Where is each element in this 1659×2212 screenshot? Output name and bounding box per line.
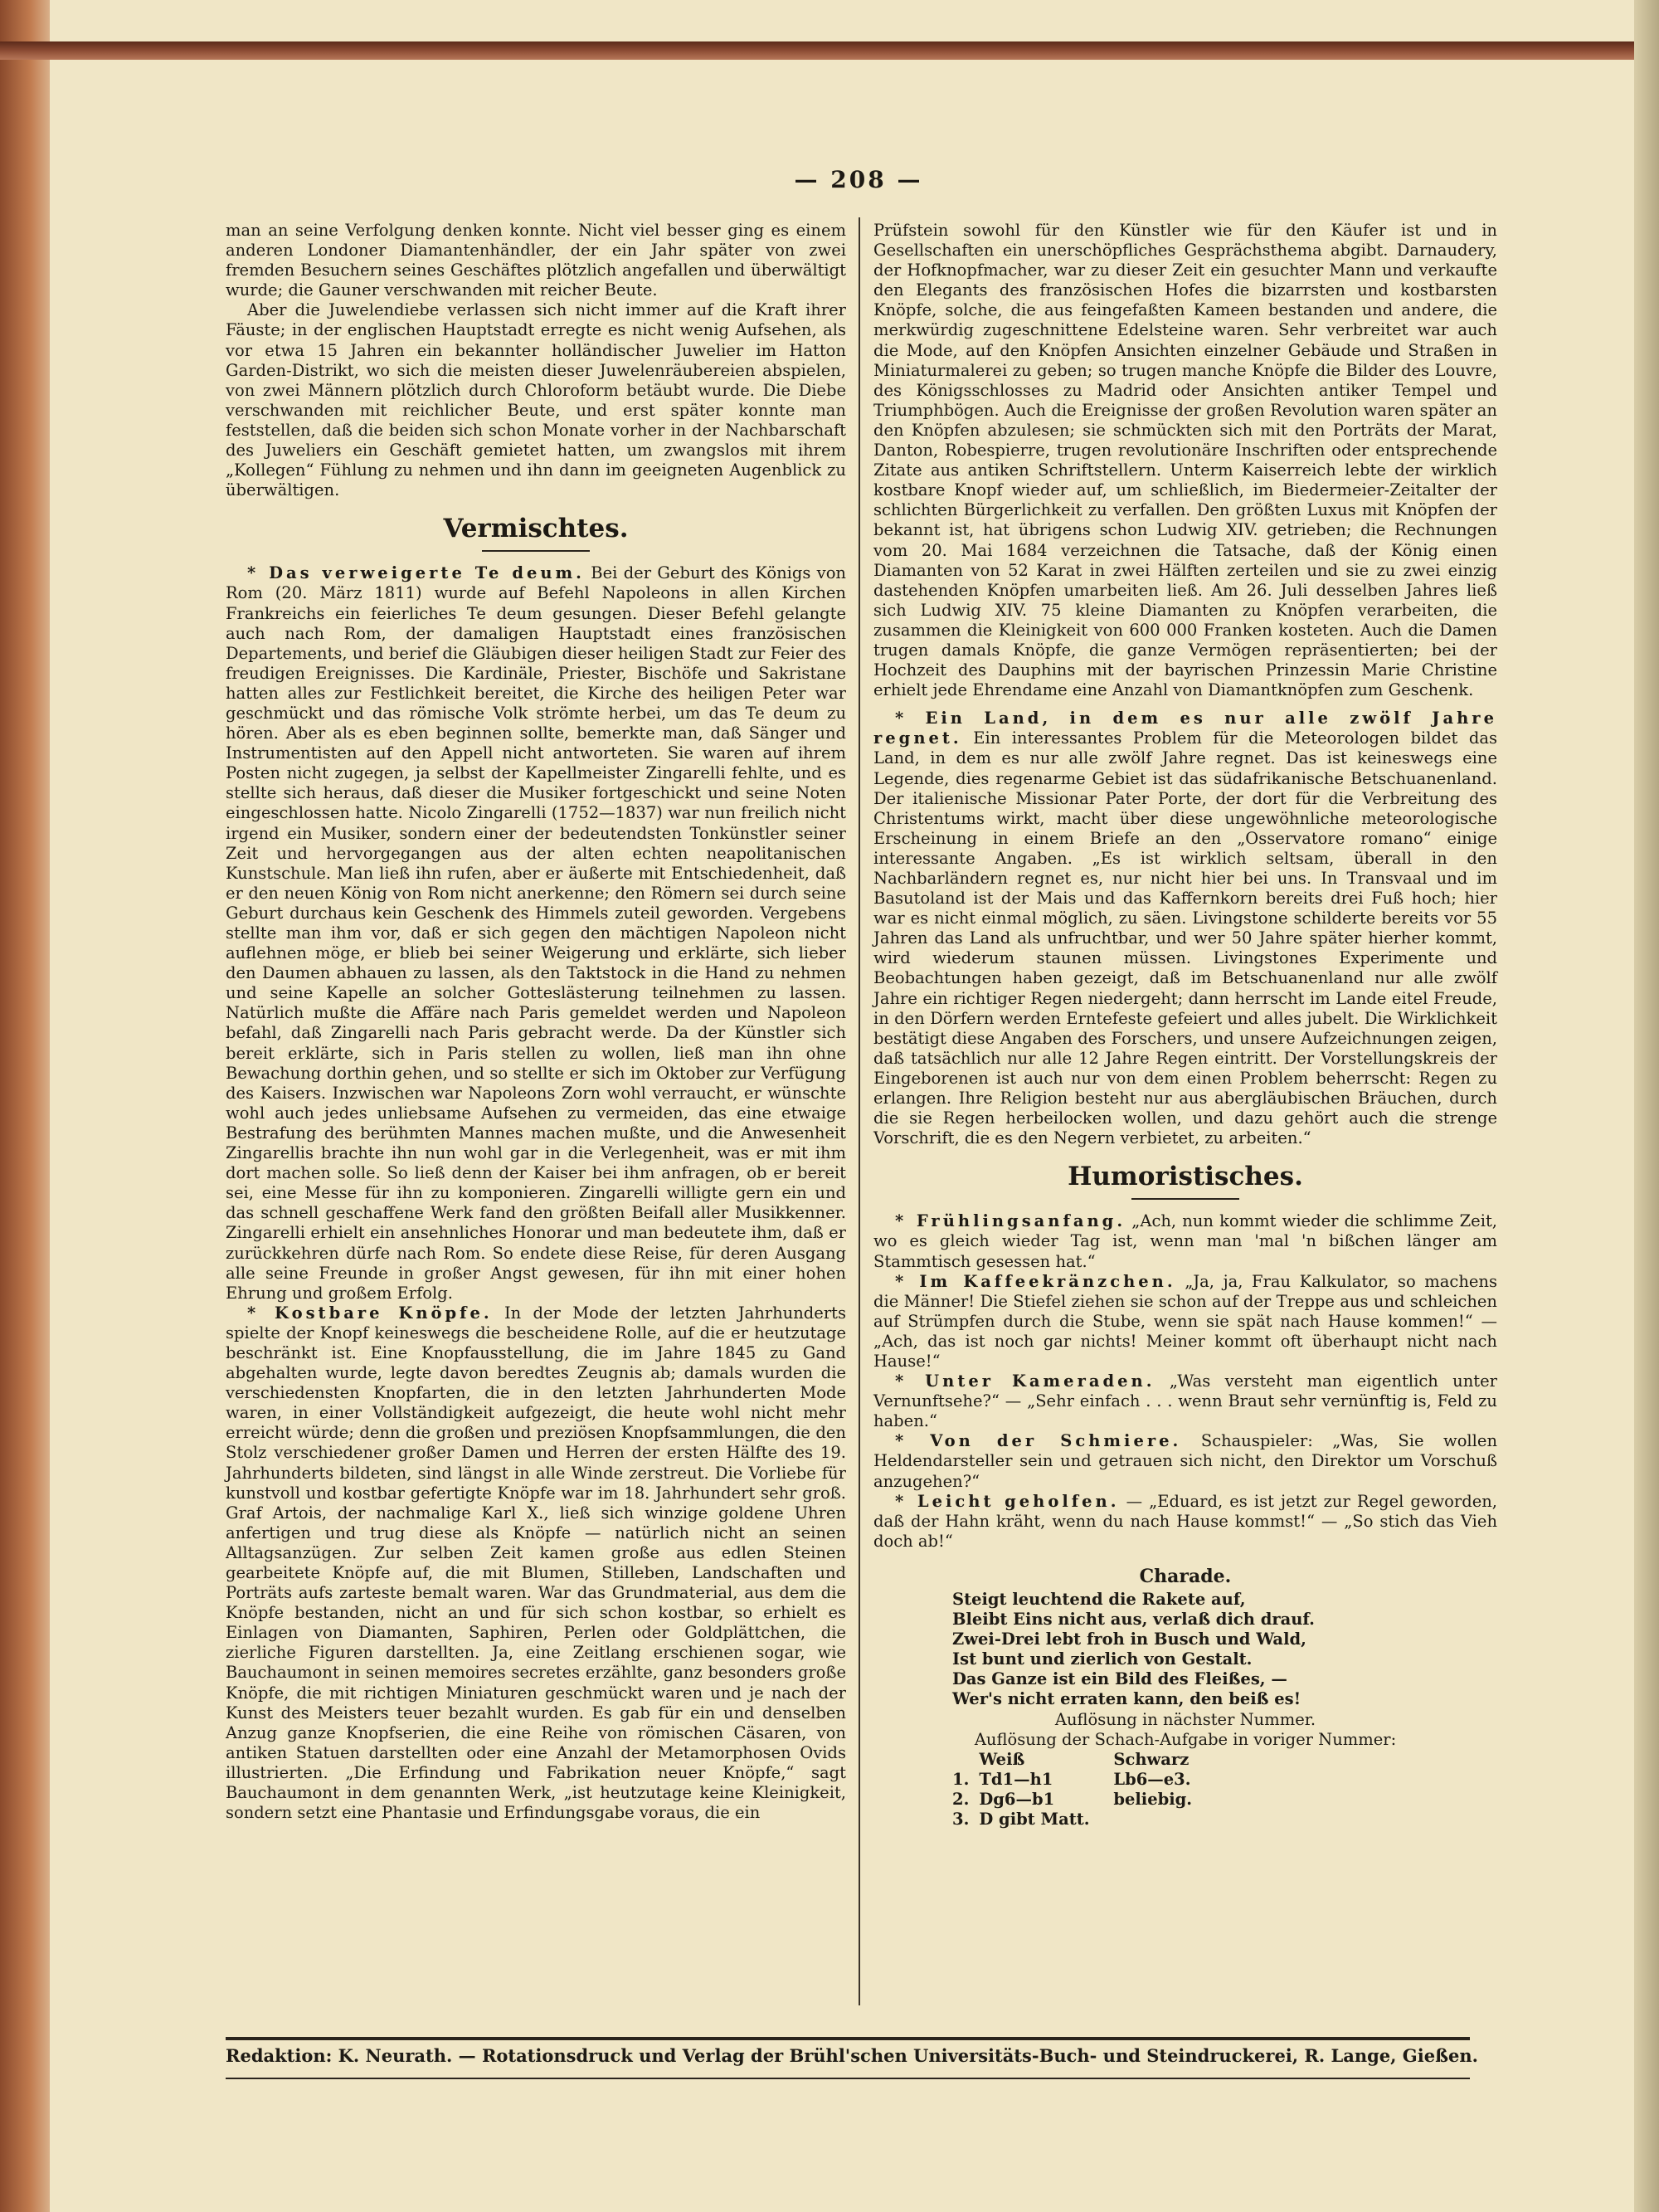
charade-heading: Charade.: [1139, 1565, 1232, 1587]
binding-edge: [0, 0, 50, 2212]
chess-white-move: Dg6—b1: [979, 1789, 1055, 1809]
top-edge-strip: [0, 41, 1659, 60]
right-page-edge: [1634, 0, 1659, 2212]
land-article: [873, 709, 1497, 1148]
te-deum-text: Bei der Geburt des Königs von Rom (20. März 1811) wurde auf Befehl Napoleons in allen Kirchen Frankreichs ein feierliches Te deum gesungen. Dieser Befehl gelangte auch nach Rom, der damaligen Hauptstadt eines französischen Departements, und berief die Gläubigen dieser heiligen Stadt zur Feier des freudigen Ereignisses. Die Kardinäle, Priester, Bischöfe und Sakristane hatten alles zur Festlichkeit bereitet, die Kirche des heiligen Peter war geschmückt und das römische Volk strömte herbei, um das Te deum zu hören. Aber als es eben beginnen sollte, bemerkte man, daß Sänger und Instrumentisten auf den Appell nicht antworteten. Sie waren auf ihrem Posten nicht zugegen, ja selbst der Kapellmeister Zingarelli fehlte, und es stellte sich heraus, daß dieser die Musiker fortgeschickt und seine Noten eingeschlossen hatte. Nicolo Zingarelli (1752—1837) war nun freilich nicht irgend ein Musiker, sondern einer der bedeutendsten Tonkünstler seiner Zeit und hervorgegangen aus der alten echten neapolitanischen Kunstschule. Man ließ ihn rufen, aber er äußerte mit Entschiedenheit, daß er den neuen König von Rom nicht anerkenne; den Römern sei durch seine Geburt durchaus kein Geschenk des Himmels zuteil geworden. Vergebens stellte man ihm vor, daß er sich gegen den mächtigen Napoleon nicht auflehnen möge, er blieb bei seiner Weigerung und erklärte, sich lieber den Daumen abhauen zu lassen, als den Taktstock in die Hand zu nehmen und seine Kapelle an solcher Gotteslästerung teilnehmen zu lassen. Natürlich mußte die Affäre nach Paris gemeldet werden und Napoleon befahl, daß Zingarelli nach Paris gebracht werde. Da der Künstler sich bereit erklärte, sich in Paris stellen zu wollen, ließ man ihn ohne Bewachung dorthin gehen, und so stellte er sich im Oktober zur Verfügung des Kaisers. Inzwischen war Napoleons Zorn wohl verraucht, er wünschte wohl auch jedes unliebsame Aufsehen zu vermeiden, das eine etwaige Bestrafung des berühmten Mannes machen mußte, und die Anwesenheit Zingarellis brachte ihn nun wohl gar in die Verlegenheit, was er mit ihm dort machen solle. So ließ denn der Kaiser bei ihm anfragen, ob er bereit sei, eine Messe für ihn zu komponieren. Zingarelli willigte gern ein und das schnell geschaffene Werk fand den größten Beifall aller Musikkenner. Zingarelli erhielt ein ansehnliches Honorar und man bedeutete ihm, daß er zurückkehren dürfe nach Rom. So endete diese Reise, für deren Ausgang alle seine Freunde in großer Angst gewesen, für ihn mit einer hohen Ehrung und großem Erfolg.: [226, 563, 846, 1303]
humor-title: * Im Kaffeekränzchen.: [895, 1271, 1176, 1291]
te-deum-title: * Das verweigerte Te deum.: [247, 563, 585, 583]
chess-black-move: beliebig.: [1113, 1789, 1193, 1809]
charade-line: Ist bunt und zierlich von Gestalt.: [952, 1649, 1253, 1669]
footer-rule-bottom: [226, 2078, 1470, 2079]
te-deum-article: [226, 563, 846, 1303]
charade-line: Bleibt Eins nicht aus, verlaß dich drauf.: [952, 1610, 1315, 1630]
footer-rule-top: [226, 2037, 1470, 2040]
charade-line: Zwei-Drei lebt froh in Busch und Wald,: [952, 1630, 1306, 1649]
humor-text: Schauspieler: „Was, Sie wollen Heldendarsteller sein und getrauen sich nicht, den Direktor um Vorschuß anzugehen?“: [873, 1431, 1498, 1491]
chess-move-number: 3.: [952, 1809, 970, 1829]
chess-solution-title: Auflösung der Schach-Aufgabe in voriger Nummer:: [974, 1729, 1397, 1749]
humor-item: [873, 1211, 1497, 1271]
heading-rule: [482, 550, 590, 552]
chess-move-number: 1.: [952, 1769, 970, 1789]
humor-item: [873, 1492, 1497, 1552]
chess-solution-table: [952, 1750, 1202, 1830]
chess-white-move: Td1—h1: [979, 1769, 1053, 1789]
intro-paragraph: man an seine Verfolgung denken konnte. Nicht viel besser ging es einem anderen Londoner Diamantenhändler, der ein Jahr später von zwei fremden Besuchern seines Geschäftes plötzlich angefallen und überwältigt wurde; die Gauner verschwanden mit reicher Beute.: [226, 221, 846, 300]
humor-title: * Unter Kameraden.: [895, 1372, 1155, 1391]
humor-item: [873, 1372, 1497, 1431]
humor-text: „Ach, nun kommt wieder die schlimme Zeit, wo es gleich wieder Tag ist, wenn man 'mal 'n bißchen länger am Stammtisch gesessen hat.“: [873, 1211, 1497, 1271]
knoepfe-continued: Prüfstein sowohl für den Künstler wie für den Käufer ist und in Gesellschaften ein unerschöpfliches Gesprächsthema abgibt. Darnaudery, der Hofknopfmacher, war zu dieser Zeit ein gesuchter Mann und verkaufte den Elegants des französischen Hofes die bizarrsten und kostbarsten Knöpfe, solche, die aus feingefaßten Kameen bestanden und andere, die merkwürdig zugeschnittene Edelsteine waren. Sehr verbreitet war auch die Mode, auf den Knöpfen Ansichten einzelner Gebäude und Straßen in Miniaturmalerei zu geben; so trugen manche Knöpfe die Bilder des Louvre, des Königsschlosses zu Madrid oder Ansichten antiker Tempel und Triumphbögen. Auch die Ereignisse der großen Revolution waren später an den Knöpfen abzulesen; sie schmückten sich mit den Porträts der Marat, Danton, Robespierre, trugen revolutionäre Inschriften oder entsprechende Zitate aus antiken Schriftstellern. Unterm Kaiserreich lebte der wirklich kostbare Knopf wieder auf, um schließlich, im Biedermeier-Zeitalter der schlichten Bürgerlichkeit zu verfallen. Den größten Luxus mit Knöpfen der bekannt ist, hat übrigens schon Ludwig XIV. getrieben; die Rechnungen vom 20. Mai 1684 verzeichnen die Tatsache, daß der König einen Diamanten von 52 Karat in zwei Hälften zerteilen und sie zu zwei einzig dastehenden Knöpfen umarbeiten ließ. Am 26. Juli desselben Jahres ließ sich Ludwig XIV. 75 kleine Diamanten zu Knöpfen verarbeiten, die zusammen die Kleinigkeit von 600 000 Franken kosteten. Auch die Damen trugen damals Knöpfe, die ganze Vermögen repräsentierten; bei der Hochzeit des Dauphins mit der bayrischen Prinzessin Marie Christine erhielt jede Ehrendame eine Anzahl von Diamantknöpfen zum Geschenk.: [873, 221, 1497, 700]
chess-move-row: [952, 1770, 1202, 1790]
chess-move-row: [952, 1790, 1202, 1810]
right-column: [873, 221, 1497, 1830]
humor-text: „Ja, ja, Frau Kalkulator, so machens die Männer! Die Stiefel ziehen sie schon auf der Treppe aus und schleichen auf Strümpfen durch die Stube, wenn sie spät nach Hause kommen!“ — „Ach, das ist noch gar nichts! Meiner kommt oft überhaupt nicht nach Hause!“: [873, 1271, 1497, 1371]
knoepfe-text: In der Mode der letzten Jahrhunderts spielte der Knopf keineswegs die bescheidene Rolle, auf die er heutzutage beschränkt ist. Eine Knopfausstellung, die im Jahre 1845 zu Gand abgehalten wurde, legte davon beredtes Zeugnis ab; damals wurden die verschiedensten Knopfarten, die in den letzten Jahrhunderten Mode waren, in einer Vollständigkeit aufgezeigt, die heute wohl nicht mehr erreicht würde; denn die großen und preziösen Knopfsammlungen, die den Stolz verschiedener großer Damen und Herren der ersten Hälfte des 19. Jahrhunderts bildeten, sind längst in alle Winde zerstreut. Die Vorliebe für kunstvoll und kostbar gefertigte Knöpfe war im 18. Jahrhundert sehr groß. Graf Artois, der nachmalige Karl X., ließ sich winzige goldene Uhren anfertigen und trug diese als Knöpfe — natürlich nicht an seinen Alltagsanzügen. Zur selben Zeit kamen große aus edlen Steinen gearbeitete Knöpfe auf, die mit Blumen, Stilleben, Landschaften und Porträts aufs zarteste bemalt waren. War das Grundmaterial, aus dem die Knöpfe bestanden, nicht an und für sich schon kostbar, so erhielt es Einlagen von Diamanten, Saphiren, Perlen oder Goldplättchen, die zierliche Figuren darstellten. Ja, eine Zeitlang erschienen sogar, wie Bauchaumont in seinen memoires secretes erzählte, ganz besonders große Knöpfe, die mit richtigen Miniaturen geschmückt waren und je nach der Kunst des Meisters teuer bezahlt wurden. Es gab für ein und denselben Anzug ganze Knopfserien, die eine Reihe von römischen Cäsaren, von antiken Statuen darstellten oder eine Anzahl der Metamorphosen Ovids illustrierten. „Die Erfindung und Fabrikation neuer Knöpfe,“ sagt Bauchaumont in dem genannten Werk, „ist heutzutage keine Kleinigkeit, sondern setzt eine Phantasie und Erfindungsgabe voraus, die ein: [226, 1303, 846, 1823]
imprint-footer: Redaktion: K. Neurath. — Rotationsdruck und Verlag der Brühl'schen Universitäts-Buch- und Steindruckerei, R. Lange, Gießen.: [226, 2045, 1478, 2066]
knoepfe-article: [226, 1303, 846, 1823]
heading-rule: [1131, 1198, 1239, 1200]
chess-move-number: 2.: [952, 1789, 970, 1809]
humor-item: [873, 1431, 1497, 1491]
section-heading-vermischtes: Vermischtes.: [443, 514, 629, 544]
left-column: [226, 221, 846, 1823]
chess-move-row: [952, 1810, 1202, 1830]
humor-item: [873, 1272, 1497, 1372]
column-divider: [859, 217, 860, 2005]
chess-white-label: Weiß: [979, 1749, 1025, 1769]
chess-black-move: Lb6—e3.: [1113, 1769, 1191, 1789]
humor-title: * Von der Schmiere.: [895, 1431, 1182, 1451]
juwelendiebe-paragraph: Aber die Juwelendiebe verlassen sich nicht immer auf die Kraft ihrer Fäuste; in der englischen Hauptstadt erregte es nicht wenig Aufsehen, als vor etwa 15 Jahren ein bekannter holländischer Juwelier im Hatton Garden-Distrikt, wo sich die meisten dieser Juwelenräubereien abspielen, von zwei Männern plötzlich durch Chloroform betäubt wurde. Die Diebe verschwanden mit reichlicher Beute, und erst später konnte man feststellen, daß die beiden sich schon Monate vorher in der Nachbarschaft des Juweliers ein Geschäft gemietet hatten, um zwangslos mit ihrem „Kollegen“ Fühlung zu nehmen und ihn dann im geeigneten Augenblick zu überwältigen.: [226, 300, 846, 500]
humor-title: * Leicht geholfen.: [895, 1491, 1120, 1511]
charade-line: Wer's nicht erraten kann, den beiß es!: [952, 1689, 1301, 1709]
chess-white-move: D gibt Matt.: [979, 1809, 1090, 1829]
section-heading-humoristisches: Humoristisches.: [1068, 1162, 1303, 1192]
land-title: * Ein Land, in dem es nur alle zwölf Jahre regnet.: [873, 709, 1497, 748]
chess-black-label: Schwarz: [1113, 1749, 1190, 1769]
charade-solution-note: Auflösung in nächster Nummer.: [1054, 1709, 1316, 1729]
humor-text: — „Eduard, es ist jetzt zur Regel geworden, daß der Hahn kräht, wenn du nach Hause kommst!“ — „So stich das Vieh doch ab!“: [873, 1491, 1497, 1551]
humor-text: „Was versteht man eigentlich unter Vernunftsehe?“ — „Sehr einfach . . . wenn Braut sehr vernünftig is, Feld zu haben.“: [873, 1372, 1497, 1431]
charade-line: Das Ganze ist ein Bild des Fleißes, —: [952, 1669, 1287, 1689]
knoepfe-title: * Kostbare Knöpfe.: [247, 1303, 493, 1323]
chess-black-move: [1113, 1810, 1202, 1830]
land-text: Ein interessantes Problem für die Meteorologen bildet das Land, in dem es nur alle zwölf Jahre regnet. Das ist keineswegs eine Legende, dies regenarme Gebiet ist das südafrikanische Betschuanenland. Der italienische Missionar Pater Porte, der dort für die Verbreitung des Christentums wirkt, macht über diese ungewöhnliche meteorologische Erscheinung in einem Briefe an den „Osservatore romano“ einige interessante Angaben. „Es ist wirklich seltsam, überall in den Nachbarländern regnet es, nur nicht hier bei uns. In Transvaal und im Basutoland ist der Mais und das Kaffernkorn bereits drei Fuß hoch; hier war es nicht einmal möglich, zu säen. Livingstone schilderte bereits vor 55 Jahren das Land als unfruchtbar, und wer 50 Jahre später hierher kommt, wird wiederum staunen müssen. Livingstones Experimente und Beobachtungen haben gezeigt, daß im Betschuanenland nur alle zwölf Jahre ein richtiger Regen niedergeht; dann herrscht im Lande eitel Freude, in den Dörfern werden Erntefeste gefeiert und alles jubelt. Die Wirklichkeit bestätigt diese Angaben des Forschers, und unsere Aufzeichnungen zeigen, daß tatsächlich nur alle 12 Jahre Regen eintritt. Der Vorstellungskreis der Eingeborenen ist auch nur von dem einen Problem beherrscht: Regen zu erlangen. Ihre Religion besteht nur aus abergläubischen Bräuchen, durch die sie Regen herbeilocken wollen, und dazu gehört auch die strenge Vorschrift, die es den Negern verbietet, zu arbeiten.“: [873, 728, 1498, 1148]
charade-line: Steigt leuchtend die Rakete auf,: [952, 1590, 1246, 1609]
page-number: — 208 —: [794, 166, 923, 193]
humor-title: * Frühlingsanfang.: [895, 1211, 1126, 1231]
